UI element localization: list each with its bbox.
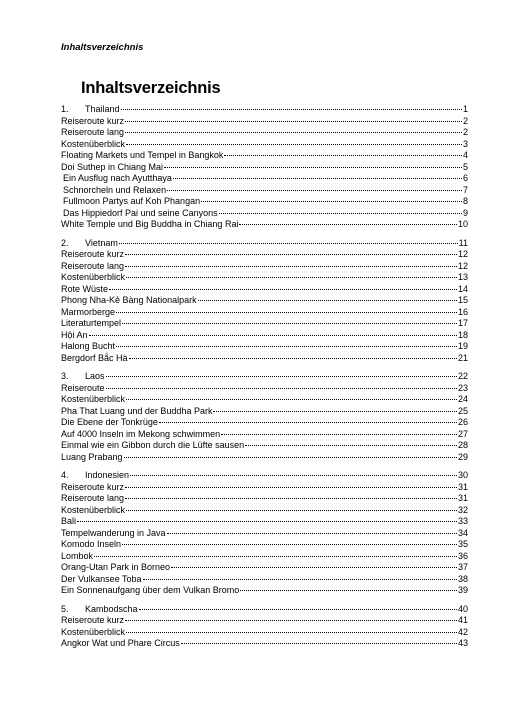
chapter-title: Kambodscha	[85, 603, 138, 614]
toc-entry[interactable]	[61, 383, 468, 395]
dot-leader	[126, 510, 457, 511]
toc-entry-title: Reiseroute kurz	[61, 249, 125, 259]
dot-leader	[181, 643, 457, 644]
toc-entry[interactable]	[61, 150, 468, 162]
dot-leader	[159, 422, 457, 423]
dot-leader	[126, 399, 457, 400]
toc-entry-title: Pha That Luang und der Buddha Park	[61, 405, 213, 416]
chapter-page-number: 40	[457, 603, 468, 614]
toc-entry-title: Literaturtempel	[61, 318, 122, 328]
toc-entry[interactable]	[61, 452, 468, 464]
toc-entry-title: Lombok	[61, 550, 94, 561]
dot-leader	[173, 178, 462, 179]
toc-entry[interactable]	[61, 493, 468, 505]
toc-entry-page-number: 28	[457, 440, 468, 450]
toc-chapter-row[interactable]	[61, 238, 468, 250]
toc-entry-page-number: 2	[462, 115, 468, 126]
toc-entry-title: White Temple und Big Buddha in Chiang Rai	[61, 219, 239, 229]
dot-leader	[125, 266, 457, 267]
toc-entry-page-number: 25	[457, 405, 468, 416]
toc-entry-title: Bergdorf Bắc Hà	[61, 352, 128, 363]
chapter-number: 4.	[61, 470, 69, 480]
toc-entry[interactable]	[61, 116, 468, 128]
toc-chapter	[61, 371, 468, 463]
toc-entry-title: Doi Suthep in Chiang Mai	[61, 161, 164, 172]
toc-entry-page-number: 15	[457, 295, 468, 305]
dot-leader	[77, 521, 457, 522]
toc-entry[interactable]	[61, 196, 468, 208]
toc-entry-title: Reiseroute lang	[61, 260, 125, 271]
dot-leader	[122, 323, 457, 324]
toc-entry[interactable]	[61, 261, 468, 273]
toc-entry-page-number: 37	[457, 562, 468, 572]
dot-leader	[139, 609, 457, 610]
dot-leader	[171, 567, 457, 568]
toc-entry-page-number: 39	[457, 585, 468, 595]
toc-entry-title: Phong Nha-Kẻ Bàng Nationalpark	[61, 295, 197, 305]
toc-entry-page-number: 34	[457, 527, 468, 538]
toc-entry[interactable]	[61, 208, 468, 220]
dot-leader	[167, 533, 457, 534]
dot-leader	[122, 544, 457, 545]
toc-entry-page-number: 4	[462, 150, 468, 160]
toc-entry[interactable]	[61, 272, 468, 284]
toc-entry-title: Halong Bucht	[61, 341, 116, 351]
toc-entry[interactable]	[61, 615, 468, 627]
toc-entry[interactable]	[61, 440, 468, 452]
toc-entry-title: Floating Markets und Tempel in Bangkok	[61, 150, 224, 160]
dot-leader	[198, 300, 457, 301]
toc-entry-page-number: 12	[457, 249, 468, 259]
toc-entry[interactable]	[61, 173, 468, 185]
dot-leader	[125, 254, 457, 255]
toc-entry-title: Auf 4000 Inseln im Mekong schwimmen	[61, 428, 221, 439]
toc-entry[interactable]	[61, 516, 468, 528]
dot-leader	[109, 289, 457, 290]
chapter-heading	[61, 470, 129, 482]
dot-leader	[125, 132, 462, 133]
toc-entry-page-number: 7	[462, 184, 468, 195]
dot-leader	[201, 201, 462, 202]
toc-entry-page-number: 41	[457, 615, 468, 625]
toc-entry[interactable]	[61, 394, 468, 406]
toc-entry-title: Komodo Inseln	[61, 539, 122, 549]
toc-entry[interactable]	[61, 284, 468, 296]
toc-entry-page-number: 9	[462, 207, 468, 218]
toc-entry-page-number: 3	[462, 138, 468, 149]
dot-leader	[164, 167, 462, 168]
chapter-page-number: 1	[462, 104, 468, 114]
toc-entry-title: Ein Ausflug nach Ayutthaya	[63, 173, 172, 183]
toc-entry-page-number: 29	[457, 451, 468, 462]
page-title: Inhaltsverzeichnis	[81, 79, 221, 97]
toc-entry-page-number: 16	[457, 306, 468, 317]
chapter-number: 3.	[61, 371, 69, 381]
toc-entry-title: Das Hippiedorf Pai und seine Canyons	[63, 207, 218, 218]
toc-entry[interactable]	[61, 482, 468, 494]
toc-entry-title: Reiseroute lang	[61, 127, 125, 137]
toc-entry-page-number: 43	[457, 638, 468, 648]
toc-entry[interactable]	[61, 162, 468, 174]
toc-entry[interactable]	[61, 574, 468, 586]
toc-chapter	[61, 604, 468, 650]
chapter-number: 2.	[61, 237, 69, 248]
chapter-heading	[61, 104, 120, 116]
dot-leader	[116, 346, 457, 347]
dot-leader	[125, 121, 462, 122]
toc-entry-title: Kostenüberblick	[61, 138, 126, 149]
toc-entry[interactable]	[61, 307, 468, 319]
toc-entry-page-number: 33	[457, 516, 468, 526]
dot-leader	[126, 144, 462, 145]
toc-entry-title: Kostenüberblick	[61, 626, 126, 637]
toc-entry[interactable]	[61, 505, 468, 517]
dot-leader	[121, 109, 462, 110]
dot-leader	[125, 498, 457, 499]
toc-entry-page-number: 13	[457, 272, 468, 282]
toc-entry-title: Marmorberge	[61, 306, 116, 317]
chapter-title: Laos	[85, 371, 105, 381]
dot-leader	[167, 190, 462, 191]
toc-entry[interactable]	[61, 638, 468, 650]
chapter-number: 5.	[61, 603, 69, 614]
toc-entry[interactable]	[61, 417, 468, 429]
toc-entry-page-number: 27	[457, 428, 468, 439]
chapter-heading	[61, 604, 138, 616]
toc-entry[interactable]	[61, 562, 468, 574]
toc-entry-title: Einmal wie ein Gibbon durch die Lüfte sausen	[61, 440, 245, 450]
toc-entry-title: Reiseroute kurz	[61, 615, 125, 625]
toc-entry-title: Der Vulkansee Toba	[61, 573, 142, 584]
toc-entry[interactable]	[61, 318, 468, 330]
dot-leader	[89, 335, 457, 336]
toc-chapter-row[interactable]	[61, 104, 468, 116]
dot-leader	[125, 620, 457, 621]
toc-entry-title: Reiseroute kurz	[61, 115, 125, 126]
dot-leader	[94, 556, 457, 557]
toc-entry-page-number: 21	[457, 352, 468, 363]
dot-leader	[124, 457, 457, 458]
toc-entry-title: Fullmoon Partys auf Koh Phangan	[63, 196, 201, 206]
toc-entry[interactable]	[61, 539, 468, 551]
chapter-title: Indonesien	[85, 470, 130, 480]
toc-entry-page-number: 12	[457, 260, 468, 271]
toc-entry-title: Luang Prabang	[61, 451, 123, 462]
toc-chapter	[61, 104, 468, 231]
toc-entry-title: Reiseroute	[61, 382, 105, 393]
chapter-page-number: 30	[457, 470, 468, 480]
toc-entry[interactable]	[61, 341, 468, 353]
toc-entry[interactable]	[61, 127, 468, 139]
toc-entry[interactable]	[61, 406, 468, 418]
dot-leader	[219, 213, 462, 214]
toc-entry-title: Tempelwanderung in Java	[61, 527, 166, 538]
toc-entry-page-number: 10	[457, 219, 468, 229]
dot-leader	[126, 277, 457, 278]
dot-leader	[224, 155, 462, 156]
toc-entry-page-number: 31	[457, 481, 468, 492]
toc-entry[interactable]	[61, 185, 468, 197]
toc-entry[interactable]	[61, 249, 468, 261]
chapter-page-number: 22	[457, 371, 468, 381]
dot-leader	[221, 434, 457, 435]
chapter-title: Thailand	[85, 104, 120, 114]
dot-leader	[125, 487, 457, 488]
toc-entry-page-number: 18	[457, 329, 468, 340]
toc-entry-page-number: 19	[457, 341, 468, 351]
toc-entry-title: Kostenüberblick	[61, 504, 126, 515]
toc-entry[interactable]	[61, 627, 468, 639]
toc-entry[interactable]	[61, 528, 468, 540]
dot-leader	[245, 445, 457, 446]
toc-entry-page-number: 6	[462, 173, 468, 183]
toc-entry-title: Kostenüberblick	[61, 272, 126, 282]
toc-chapter	[61, 470, 468, 597]
toc-entry-page-number: 2	[462, 127, 468, 137]
toc-entry-title: Schnorcheln und Relaxen	[63, 184, 167, 195]
toc-entry-page-number: 8	[462, 196, 468, 206]
toc-entry-page-number: 5	[462, 161, 468, 172]
chapter-heading	[61, 238, 118, 250]
chapter-number: 1.	[61, 104, 69, 114]
toc-chapter-row[interactable]	[61, 371, 468, 383]
toc-entry-page-number: 14	[457, 283, 468, 294]
dot-leader	[106, 376, 457, 377]
toc-entry[interactable]	[61, 219, 468, 231]
dot-leader	[126, 632, 457, 633]
toc-entry[interactable]	[61, 353, 468, 365]
toc-entry-page-number: 17	[457, 318, 468, 328]
toc-chapter-row[interactable]	[61, 470, 468, 482]
toc-entry-page-number: 24	[457, 394, 468, 404]
toc-entry-page-number: 26	[457, 417, 468, 427]
toc-entry-title: Rote Wüste	[61, 283, 109, 294]
dot-leader	[116, 312, 457, 313]
toc-chapter-row[interactable]	[61, 604, 468, 616]
chapter-title: Vietnam	[85, 237, 118, 248]
chapter-page-number: 11	[458, 237, 468, 248]
toc-entry-title: Bali	[61, 516, 77, 526]
toc-entry[interactable]	[61, 429, 468, 441]
table-of-contents	[61, 104, 468, 650]
dot-leader	[240, 590, 457, 591]
dot-leader	[129, 358, 457, 359]
chapter-heading	[61, 371, 105, 383]
toc-entry-page-number: 35	[457, 539, 468, 549]
dot-leader	[106, 388, 457, 389]
toc-entry[interactable]	[61, 585, 468, 597]
dot-leader	[213, 411, 457, 412]
toc-entry-page-number: 23	[457, 382, 468, 393]
toc-entry-title: Orang-Utan Park in Borneo	[61, 562, 171, 572]
toc-entry-title: Die Ebene der Tonkrüge	[61, 417, 158, 427]
toc-entry[interactable]	[61, 330, 468, 342]
toc-entry-page-number: 36	[457, 550, 468, 561]
toc-entry-page-number: 32	[457, 504, 468, 515]
toc-chapter	[61, 238, 468, 365]
toc-entry[interactable]	[61, 295, 468, 307]
dot-leader	[143, 579, 457, 580]
dot-leader	[119, 243, 458, 244]
toc-entry[interactable]	[61, 139, 468, 151]
running-header: Inhaltsverzeichnis	[61, 42, 144, 53]
toc-entry-page-number: 42	[457, 626, 468, 637]
dot-leader	[130, 475, 457, 476]
toc-entry[interactable]	[61, 551, 468, 563]
toc-entry-title: Hội An	[61, 329, 88, 340]
toc-entry-title: Ein Sonnenaufgang über dem Vulkan Bromo	[61, 585, 240, 595]
toc-entry-title: Reiseroute lang	[61, 493, 125, 503]
toc-entry-page-number: 38	[457, 573, 468, 584]
toc-entry-title: Angkor Wat und Phare Circus	[61, 638, 180, 648]
toc-entry-title: Reiseroute kurz	[61, 481, 125, 492]
toc-entry-page-number: 31	[457, 493, 468, 503]
toc-entry-title: Kostenüberblick	[61, 394, 126, 404]
dot-leader	[239, 224, 457, 225]
